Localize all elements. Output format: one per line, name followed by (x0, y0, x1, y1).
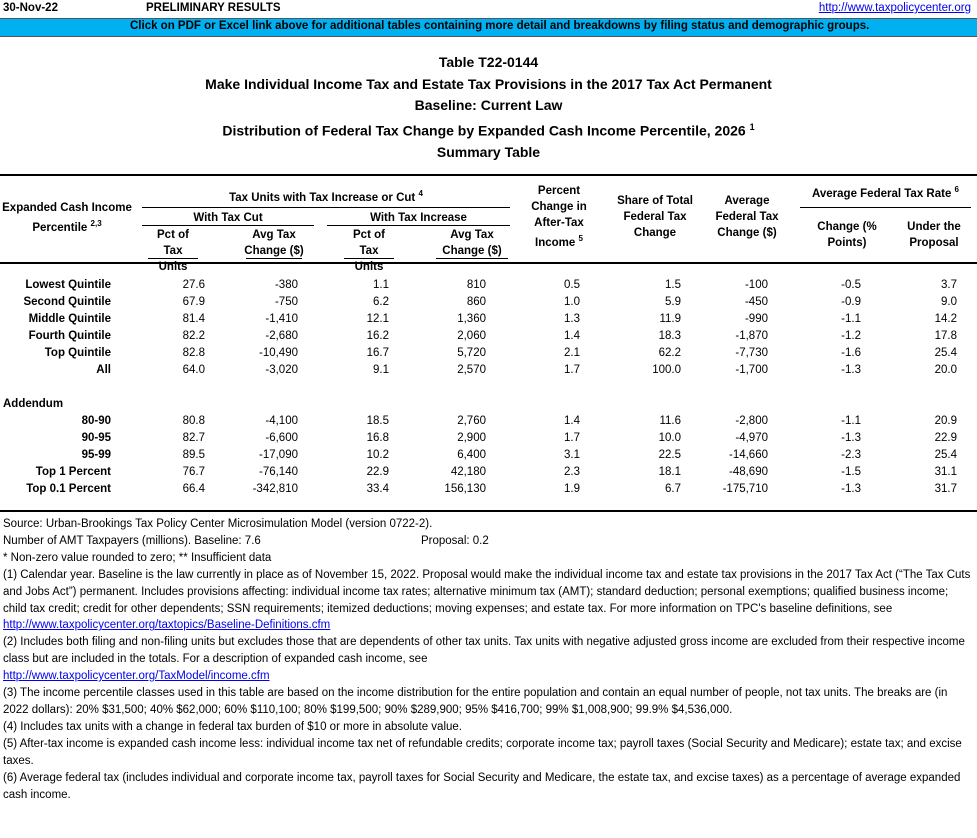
col-pct-units-increase: Pct of Tax Units (353, 229, 385, 273)
table-cell: 10.0 (658, 432, 681, 445)
table-cell: 81.4 (182, 313, 205, 325)
row-label: 80-90 (81, 415, 111, 427)
col-pct-units-cut: Pct of Tax Units (157, 229, 189, 273)
table-cell: 22.9 (366, 466, 389, 479)
table-cell: 18.1 (658, 466, 681, 479)
summary-title: Summary Table (436, 143, 541, 160)
table-cell: 33.4 (366, 483, 389, 496)
table-cell: 1,360 (457, 313, 486, 325)
row-label: Lowest Quintile (25, 279, 111, 291)
footnote-1: (1) Calendar year. Baseline is the law currently in place as of November 15, 2022. Proposal would make the individual income tax and estate tax provisions in the 2017 Tax Act (“The Tax Cuts and Jobs Act”) permanent. Includes provisions affecting: individual income tax rates; alternative minimum tax (AMT); standard deduction; personal exemptions; qualified business income; child tax credit; credit for other dependents; SSN requirements; itemized deductions; moving expenses; and estate tax. For more information on TPC's baseline definitions, see (3, 568, 971, 615)
table-cell: 9.0 (941, 296, 957, 308)
avg-rate-label: Average Federal Tax Rate (812, 187, 952, 200)
table-cell: 0.5 (564, 279, 580, 291)
table-cell: 1.9 (564, 483, 580, 496)
table-cell: 11.9 (659, 313, 681, 325)
table-cell: -10,490 (258, 347, 298, 359)
tpc-link[interactable]: http://www.taxpolicycenter.org (818, 2, 971, 14)
table-cell: -1.3 (841, 432, 861, 445)
avg-rate-note: 6 (954, 185, 959, 194)
table-bottom-rule (0, 510, 977, 512)
col-avg-rate-group (800, 182, 971, 202)
table-cell: 2.3 (564, 466, 580, 479)
table-id: Table T22-0144 (438, 54, 539, 70)
table-cell: 3.1 (564, 449, 580, 462)
table-cell: 6.2 (373, 296, 389, 308)
table-cell: -990 (744, 313, 768, 325)
amt-baseline: Number of AMT Taxpayers (millions). Baseline: 7.6 (3, 534, 261, 547)
tax-units-group-note: 4 (418, 189, 423, 198)
row-label: Middle Quintile (28, 313, 111, 325)
table-cell: 31.7 (934, 483, 957, 496)
table-cell: -750 (274, 296, 298, 308)
table-cell: -0.9 (841, 296, 861, 308)
baseline-definitions-link[interactable]: http://www.taxpolicycenter.org/taxtopics/Baseline-Definitions.cfm (3, 619, 331, 632)
table-cell: 1.4 (564, 415, 580, 427)
table-cell: 6,400 (457, 449, 486, 462)
table-cell: 18.5 (366, 415, 389, 427)
col-under-proposal: Under the Proposal (907, 221, 961, 249)
table-cell: 27.6 (182, 279, 205, 291)
table-cell: 1.1 (373, 279, 389, 291)
table-cell: -1.1 (841, 415, 861, 427)
report-date: 30-Nov-22 (3, 2, 58, 14)
table-cell: 2,760 (457, 415, 486, 427)
table-cell: 1.7 (564, 364, 580, 376)
row-label: 95-99 (81, 449, 111, 462)
table-cell: 6.7 (665, 483, 681, 496)
table-cell: 22.5 (658, 449, 681, 462)
group-rule-avg-rate (800, 207, 971, 208)
table-cell: 1.4 (564, 330, 580, 342)
col-avg-change-increase: Avg Tax Change ($) (442, 229, 502, 257)
table-cell: -380 (274, 279, 298, 291)
table-cell: 82.7 (182, 432, 205, 445)
addendum-label: Addendum (3, 398, 64, 410)
table-cell: 25.4 (934, 449, 957, 462)
table-cell: 100.0 (652, 364, 681, 376)
table-cell: 2,900 (457, 432, 486, 445)
table-cell: 11.6 (659, 415, 681, 427)
table-cell: -1.3 (841, 483, 861, 496)
table-cell: 1.0 (564, 296, 580, 308)
table-cell: -1.5 (841, 466, 861, 479)
table-cell: -175,710 (722, 483, 768, 496)
table-cell: 82.8 (182, 347, 205, 359)
table-cell: 18.3 (658, 330, 681, 342)
row-label: Top 1 Percent (35, 466, 111, 479)
footnote-5: (5) After-tax income is expanded cash income less: individual income tax net of refundable credits; corporate income tax; payroll taxes (Social Security and Medicare); estate tax; and excise taxes. (3, 737, 962, 767)
row-label: All (96, 364, 111, 376)
subtitle-footnote: 1 (749, 121, 755, 132)
table-title: Make Individual Income Tax and Estate Tax Provisions in the 2017 Tax Act Permanent (205, 75, 772, 92)
table-cell: -14,660 (728, 449, 768, 462)
row-label: 90-95 (81, 432, 111, 445)
table-cell: -1,870 (735, 330, 768, 342)
table-cell: -2,800 (735, 415, 768, 427)
row-label: Top 0.1 Percent (26, 483, 111, 496)
table-cell: 5,720 (457, 347, 486, 359)
table-cell: 67.9 (182, 296, 205, 308)
income-definition-link[interactable]: http://www.taxpolicycenter.org/TaxModel/income.cfm (3, 670, 270, 683)
table-cell: -342,810 (252, 483, 298, 496)
table-cell: -4,970 (735, 432, 768, 445)
table-cell: -6,600 (265, 432, 298, 445)
table-cell: 2,060 (457, 330, 486, 342)
footnote-3: (3) The income percentile classes used in this table are based on the income distribution for the entire population and contain an equal number of people, not tax units. The breaks are (in 2022 dollars): 20% $31,500; 40% $62,000; 60% $110,100; 80% $199,500; 90% $289,900; 95% $416,700; 99% $1,008,900; 99.9% $4,536,000. (3, 687, 948, 716)
col-change-pct-points: Change (% Points) (817, 221, 877, 249)
table-cell: 42,180 (450, 466, 486, 479)
col-avg-fed-change: Average Federal Tax Change ($) (715, 195, 779, 239)
row-label: Top Quintile (44, 347, 111, 359)
table-cell: 810 (466, 279, 486, 291)
footnote-6: (6) Average federal tax (includes individual and corporate income tax, payroll taxes for Social Security and Medicare, the estate tax, and excise taxes) as a percentage of average expanded cash income. (3, 771, 961, 801)
footnote-2: (2) Includes both filing and non-filing units but excludes those that are dependents of other tax units. Tax units with negative adjusted gross income are excluded from their respective income class but are included in the totals. For a description of expanded cash income, see (3, 636, 965, 666)
source-note: Source: Urban-Brookings Tax Policy Center Microsimulation Model (version 0722-2). (3, 518, 433, 530)
table-titles (0, 52, 977, 163)
table-cell: 80.8 (182, 415, 205, 427)
table-cell: 1.5 (665, 279, 681, 291)
col-avg-change-cut: Avg Tax Change ($) (244, 229, 304, 257)
table-cell: 66.4 (182, 483, 205, 496)
table-cell: 10.2 (366, 449, 389, 462)
table-cell: 25.4 (934, 347, 957, 359)
footnotes (3, 516, 975, 803)
table-cell: -100 (744, 279, 768, 291)
row-label: Second Quintile (23, 296, 111, 308)
col-tax-units-group (142, 186, 510, 206)
table-cell: -450 (744, 296, 768, 308)
table-cell: -48,690 (728, 466, 768, 479)
table-cell: -1.3 (841, 364, 861, 376)
table-cell: -4,100 (265, 415, 298, 427)
col-pct-change-aftertax (528, 183, 590, 251)
table-cell: 20.0 (934, 364, 957, 376)
table-cell: 89.5 (182, 449, 205, 462)
table-cell: 64.0 (182, 364, 205, 376)
table-cell: -2.3 (841, 449, 861, 462)
pct-change-note: 5 (578, 234, 583, 243)
tax-units-group-label: Tax Units with Tax Increase or Cut (229, 191, 416, 204)
table-cell: 860 (466, 296, 486, 308)
col-percentile-note: 2,3 (90, 219, 102, 228)
table-cell: 12.1 (366, 313, 389, 325)
col-with-cut: With Tax Cut (193, 212, 263, 224)
table-cell: 16.8 (366, 432, 389, 445)
table-cell: -1.1 (841, 313, 861, 325)
table-cell: 82.2 (182, 330, 205, 342)
col-percentile-label: Expanded Cash Income Percentile (2, 202, 132, 234)
table-cell: 31.1 (934, 466, 957, 479)
table-cell: -1.2 (841, 330, 861, 342)
header-bottom-rule (0, 262, 977, 264)
amt-proposal: Proposal: 0.2 (421, 534, 489, 547)
table-cell: 22.9 (934, 432, 957, 445)
table-cell: 156,130 (444, 483, 486, 496)
baseline-title: Baseline: Current Law (414, 97, 563, 113)
table-cell: 62.2 (658, 347, 681, 359)
table-cell: -1,410 (265, 313, 298, 325)
row-label: Fourth Quintile (28, 330, 111, 342)
table-cell: 3.7 (941, 279, 957, 291)
info-banner (0, 18, 977, 37)
table-cell: -1.6 (841, 347, 861, 359)
table-cell: 14.2 (934, 313, 957, 325)
group-rule-tax-units (142, 207, 510, 208)
table-cell: 76.7 (182, 466, 205, 479)
nonzero-note: * Non-zero value rounded to zero; ** Insufficient data (3, 551, 272, 564)
table-cell: 2,570 (457, 364, 486, 376)
table-cell: -17,090 (258, 449, 298, 462)
table-cell: -1,700 (735, 364, 768, 376)
top-bar (0, 0, 977, 18)
table-cell: 1.3 (564, 313, 580, 325)
col-percentile (0, 200, 134, 236)
table-cell: -0.5 (841, 279, 861, 291)
footnote-4: (4) Includes tax units with a change in federal tax burden of $10 or more in absolute value. (3, 720, 462, 733)
table-cell: 16.7 (366, 347, 389, 359)
banner-text: Click on PDF or Excel link above for additional tables containing more detail and breakdowns by filing status and demographic groups. (130, 20, 870, 32)
table-cell: -3,020 (265, 364, 298, 376)
table-subtitle (0, 117, 977, 142)
table-cell: 16.2 (366, 330, 389, 342)
table-cell: 9.1 (373, 364, 389, 376)
table-cell: 20.9 (934, 415, 957, 427)
amt-note (3, 533, 975, 550)
pct-change-label: Percent Change in After-Tax Income (531, 185, 587, 249)
table-cell: 2.1 (564, 347, 580, 359)
table-cell: 1.7 (564, 432, 580, 445)
table-cell: -76,140 (258, 466, 298, 479)
status-label: PRELIMINARY RESULTS (146, 2, 281, 14)
subtitle-text: Distribution of Federal Tax Change by Expanded Cash Income Percentile, 2026 (222, 122, 746, 139)
table-cell: -7,730 (735, 347, 768, 359)
table-cell: 17.8 (934, 330, 957, 342)
table-cell: 5.9 (665, 296, 681, 308)
col-with-increase: With Tax Increase (370, 212, 467, 224)
table-cell: -2,680 (265, 330, 298, 342)
table-top-rule (0, 174, 977, 176)
col-share-total: Share of Total Federal Tax Change (617, 195, 693, 239)
